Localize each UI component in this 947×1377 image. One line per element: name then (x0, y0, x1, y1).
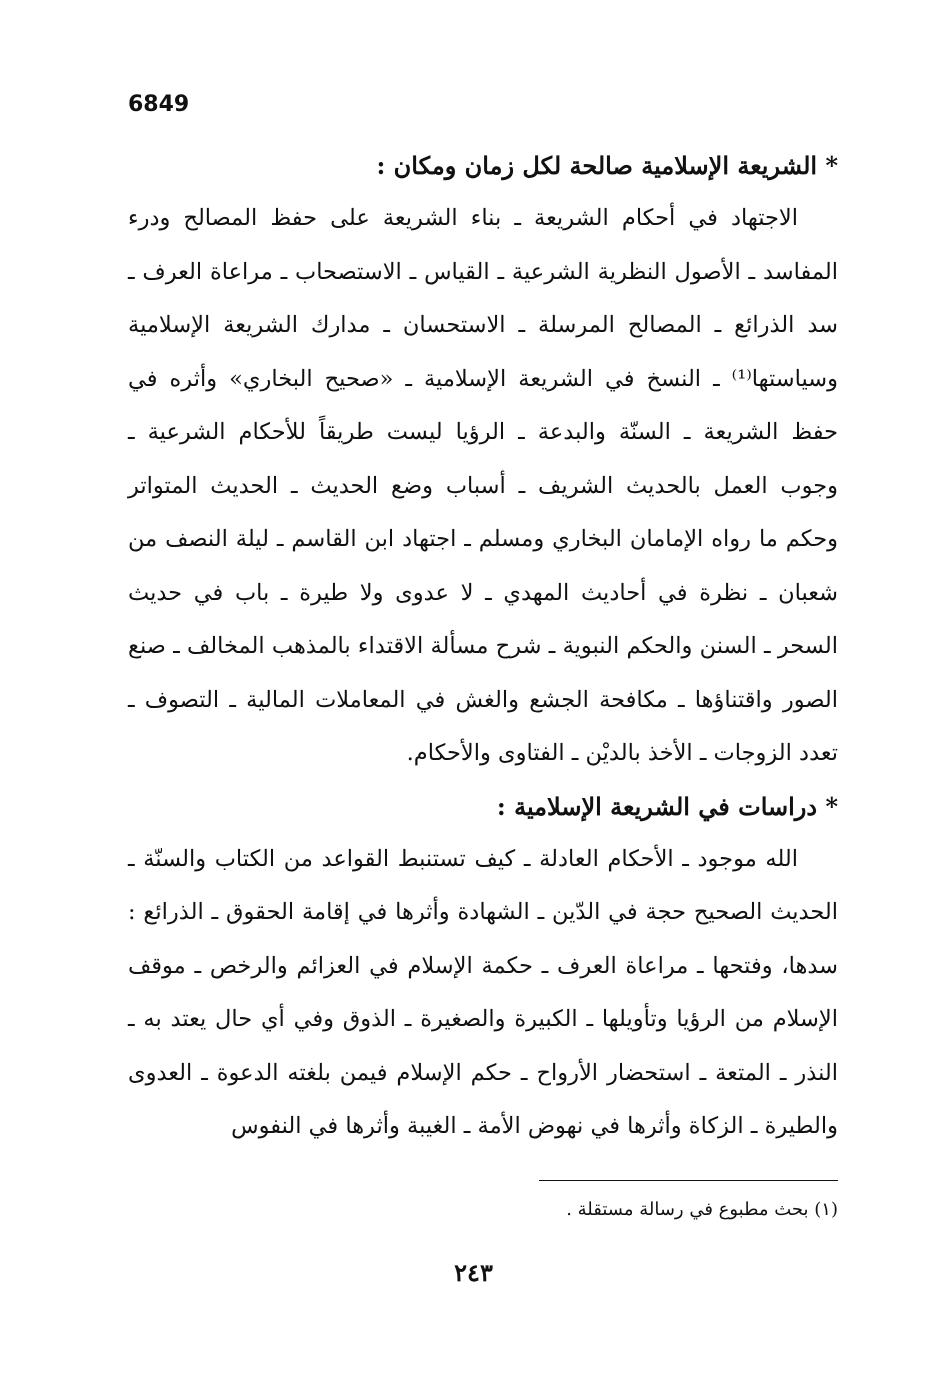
main-content (128, 140, 838, 1154)
page-number-bottom: ٢٤٣ (454, 1258, 493, 1287)
page-number-top: 6849 (128, 92, 190, 117)
section-heading-1: * الشريعة الإسلامية صالحة لكل زمان ومكان : (376, 151, 838, 180)
footnote-divider (539, 1180, 838, 1181)
section-body-1: الاجتهاد في أحكام الشريعة ـ بناء الشريعة على حفظ المصالح ودرء المفاسد ـ الأصول النظرية الشرعية ـ القياس ـ الاستصحاب ـ مراعاة العرف ـ سد الذرائع ـ المصالح المرسلة ـ الاستحسان ـ مدارك الشريعة الإسلامية وسياستها⁽¹⁾ ـ النسخ في الشريعة الإسلامية ـ «صحيح البخاري» وأثره في حفظ الشريعة ـ السنّة والبدعة ـ الرؤيا ليست طريقاً للأحكام الشرعية ـ وجوب العمل بالحديث الشريف ـ أسباب وضع الحديث ـ الحديث المتواتر وحكم ما رواه الإمامان البخاري ومسلم ـ اجتهاد ابن القاسم ـ ليلة النصف من شعبان ـ نظرة في أحاديث المهدي ـ لا عدوى ولا طيرة ـ باب في حديث السحر ـ السنن والحكم النبوية ـ شرح مسألة الاقتداء بالمذهب المخالف ـ صنع الصور واقتناؤها ـ مكافحة الجشع والغش في المعاملات المالية ـ التصوف ـ تعدد الزوجات ـ الأخذ بالديْن ـ الفتاوى والأحكام. (128, 205, 838, 766)
section-heading-2: * دراسات في الشريعة الإسلامية : (496, 791, 838, 821)
footnote: (١) بحث مطبوع في رسالة مستقلة . (566, 1199, 838, 1220)
section-body-2: الله موجود ـ الأحكام العادلة ـ كيف تستنبط القواعد من الكتاب والسنّة ـ الحديث الصحيح حجة في الدّين ـ الشهادة وأثرها في إقامة الحقوق ـ الذرائع : سدها، وفتحها ـ مراعاة العرف ـ حكمة الإسلام في العزائم والرخص ـ موقف الإسلام من الرؤيا وتأويلها ـ الكبيرة والصغيرة ـ الذوق وفي أي حال يعتد به ـ النذر ـ المتعة ـ استحضار الأرواح ـ حكم الإسلام فيمن بلغته الدعوة ـ العدوى والطيرة ـ الزكاة وأثرها في نهوض الأمة ـ الغيبة وأثرها في النفوس (128, 845, 838, 1139)
